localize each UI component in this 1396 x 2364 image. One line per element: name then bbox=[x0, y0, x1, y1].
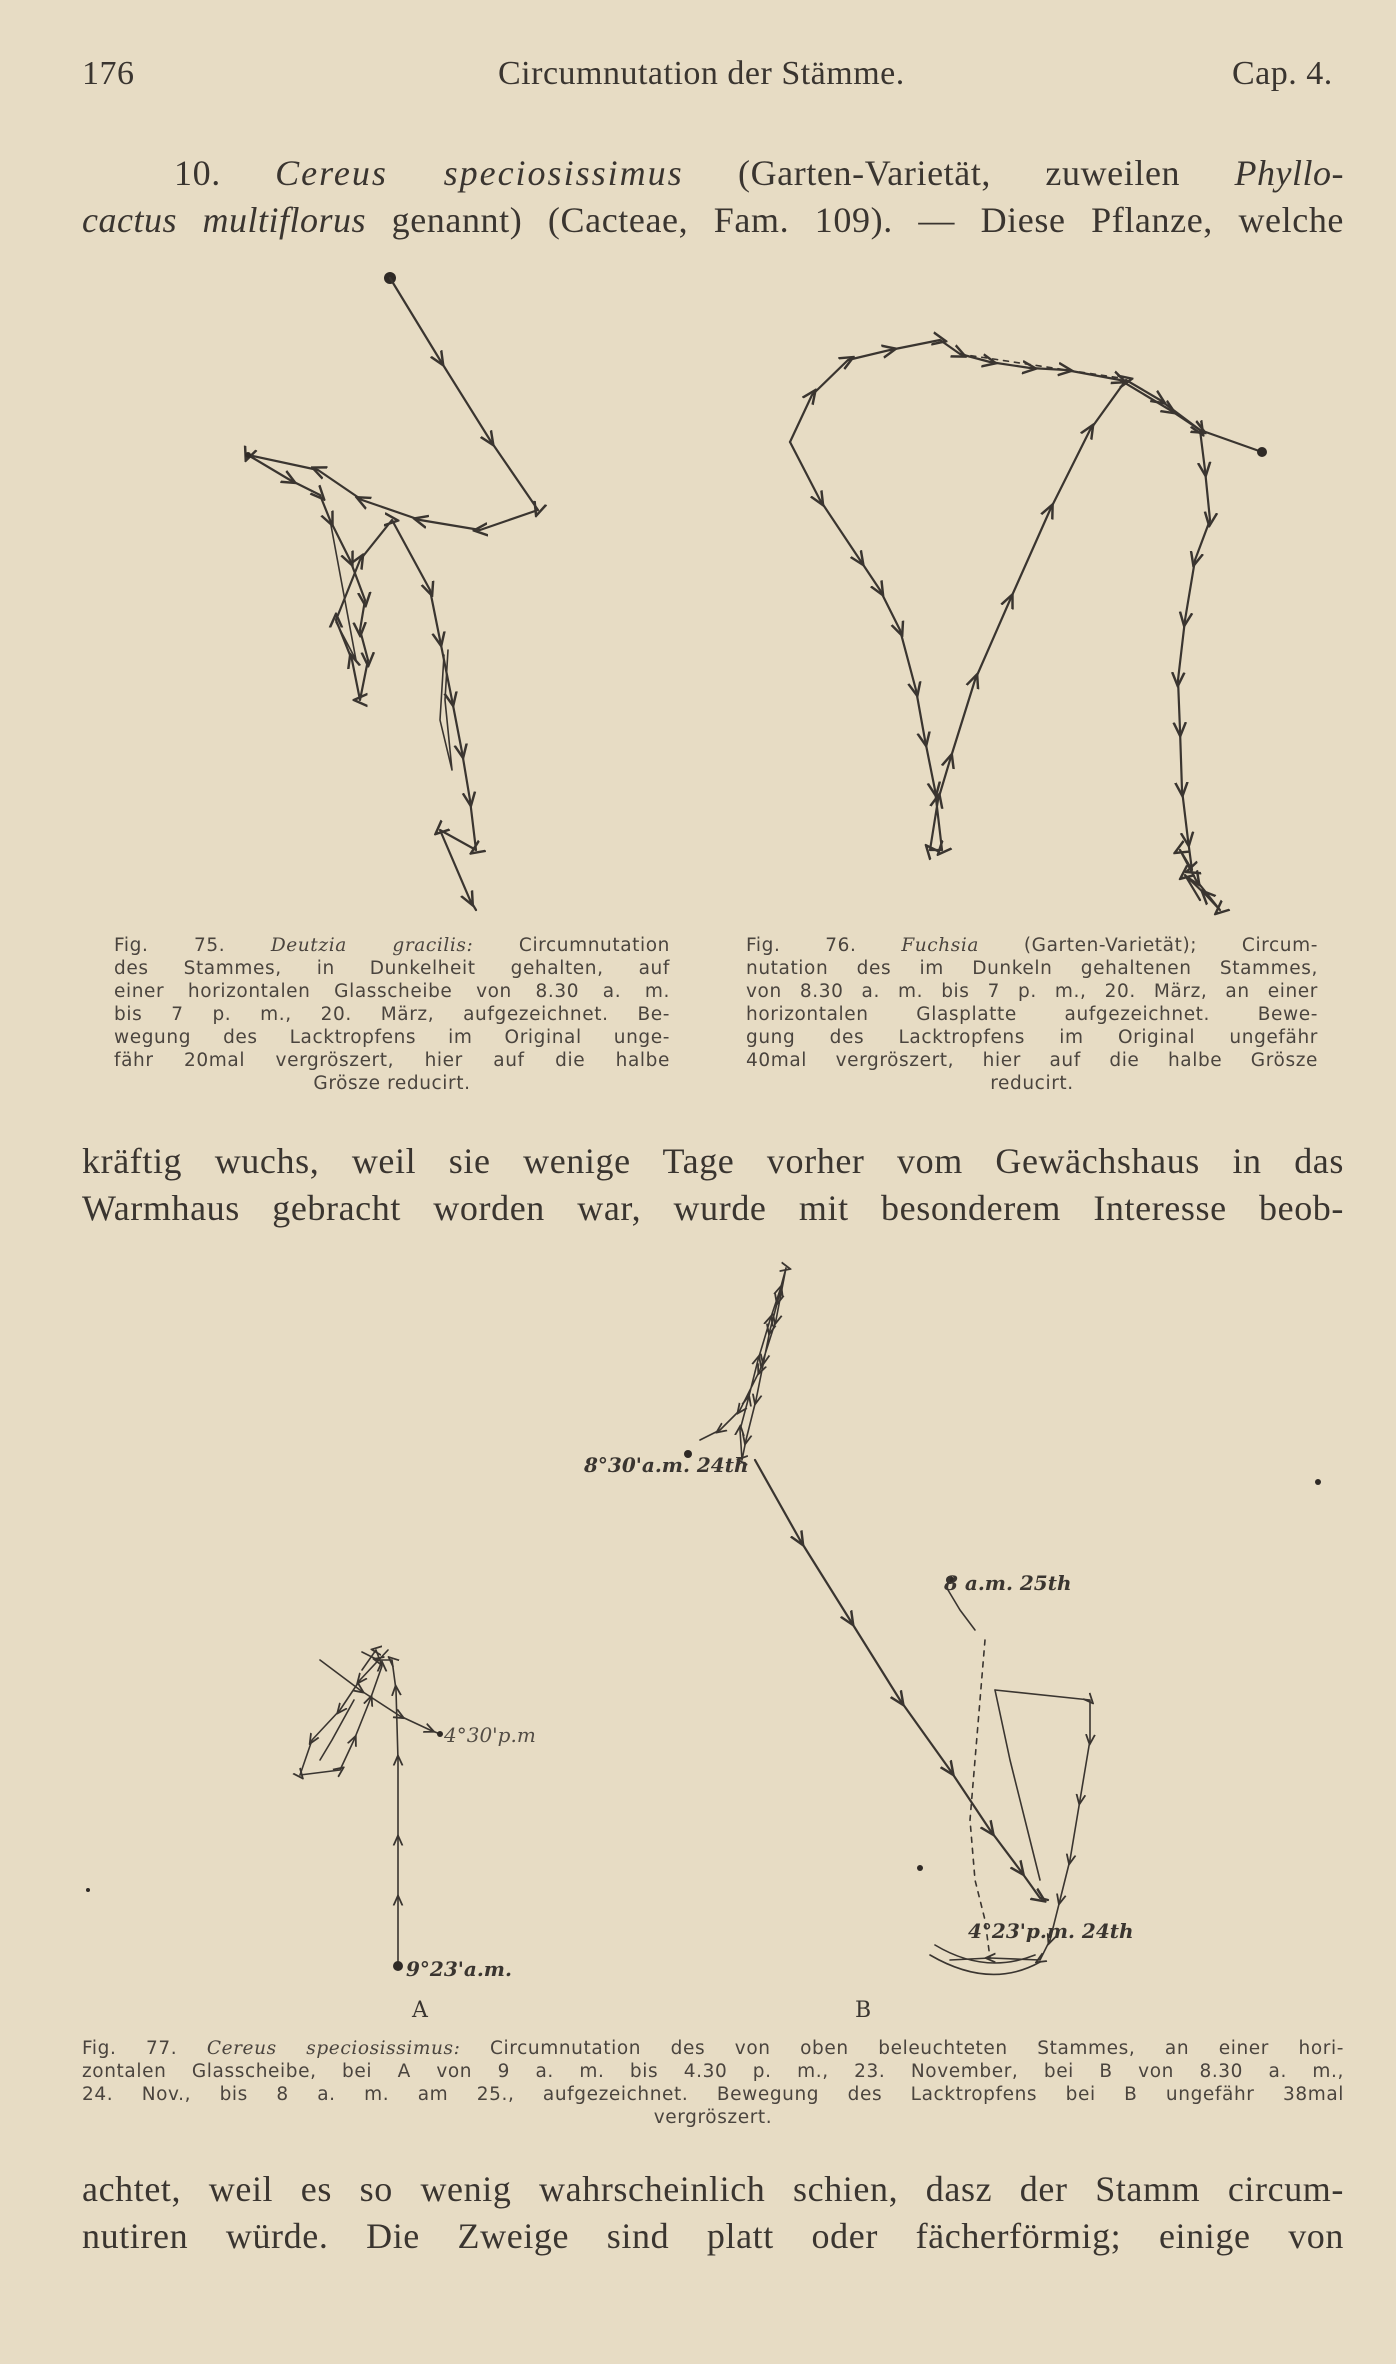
fig75-path bbox=[248, 278, 538, 910]
species-name: Cereus speciosissimus: bbox=[206, 2038, 461, 2059]
caption-text: Circumnutation bbox=[473, 935, 670, 956]
fig-number: Fig. 76. bbox=[746, 935, 902, 956]
caption-text: (Garten-Varietät); Circum- bbox=[979, 935, 1318, 956]
fig76-caption bbox=[746, 934, 1318, 1095]
fig77-b-upper bbox=[700, 1268, 786, 1460]
fig77-b-spot bbox=[917, 1865, 923, 1871]
running-title: Circumnutation der Stämme. bbox=[498, 55, 905, 92]
caption-line: wegung des Lacktropfens im Original unge- bbox=[114, 1027, 670, 1048]
fig75-caption bbox=[114, 934, 670, 1095]
caption-line: nutation des im Dunkeln gehaltenen Stammes, bbox=[746, 958, 1318, 979]
fig77-caption bbox=[82, 2037, 1344, 2129]
panel-label-b: B bbox=[855, 1998, 872, 2023]
page-number: 176 bbox=[82, 55, 135, 92]
text-line: achtet, weil es so wenig wahrscheinlich schien, dasz der Stamm circum- bbox=[82, 2169, 1344, 2209]
fig76-path-2 bbox=[790, 380, 1262, 850]
intro-text: genannt) (Cacteae, Fam. 109). — Diese Pflanze, welche bbox=[366, 200, 1344, 240]
fig77-b-dotted bbox=[970, 1640, 990, 1958]
fig-number: Fig. 77. bbox=[82, 2038, 207, 2059]
fig-number: Fig. 75. bbox=[114, 935, 271, 956]
caption-line: horizontalen Glasplatte aufgezeichnet. Bewe- bbox=[746, 1004, 1318, 1025]
fig77-b-trace bbox=[86, 1268, 1321, 1974]
caption-line: 40mal vergröszert, hier auf die halbe Grösze bbox=[746, 1050, 1318, 1071]
label-b-mid: 8 a.m. 25th bbox=[944, 1571, 1072, 1595]
fig77-a-vertical bbox=[362, 1652, 398, 1966]
fig77-a-start-dot bbox=[393, 1961, 403, 1971]
fig77-b-tick bbox=[948, 1590, 975, 1630]
caption-line: fähr 20mal vergröszert, hier auf die halbe bbox=[114, 1050, 670, 1071]
caption-line: 24. Nov., bis 8 a. m. am 25., aufgezeichnet. Bewegung des Lacktropfens bei B ungefähr 38mal bbox=[82, 2084, 1344, 2105]
fig76-path bbox=[790, 340, 1220, 910]
caption-line bbox=[746, 934, 1318, 957]
caption-line bbox=[82, 2037, 1344, 2060]
fig75-dot bbox=[245, 452, 251, 458]
fig77-b-diagonal bbox=[755, 1460, 1048, 1900]
middle-paragraph bbox=[82, 1138, 1344, 1232]
fig76-trace bbox=[790, 340, 1267, 910]
synonym-genus: Phyllo- bbox=[1234, 153, 1344, 193]
caption-text: Circumnutation des von oben beleuchteten Stammes, an einer hori- bbox=[460, 2038, 1344, 2059]
text-line: kräftig wuchs, weil sie wenige Tage vorher vom Gewächshaus in das bbox=[82, 1141, 1344, 1181]
text-line: Warmhaus gebracht worden war, wurde mit besonderem Interesse beob- bbox=[82, 1188, 1344, 1228]
fig76-end-dot bbox=[1257, 447, 1267, 457]
species-name: Cereus speciosissimus bbox=[275, 153, 684, 193]
fig76-dotted-segment bbox=[960, 354, 1120, 378]
caption-line: zontalen Glasscheibe, bei A von 9 a. m. bis 4.30 p. m., 23. November, bei B von 8.30 a. m., bbox=[82, 2061, 1344, 2082]
fig77-a-loop bbox=[300, 1650, 388, 1775]
intro-text: (Garten-Varietät, zuweilen bbox=[683, 153, 1235, 193]
fig77-b-right-2 bbox=[995, 1690, 1040, 1880]
text-line: nutiren würde. Die Zweige sind platt oder fächerförmig; einige von bbox=[82, 2216, 1344, 2256]
caption-line: reducirt. bbox=[990, 1073, 1074, 1094]
caption-line: von 8.30 a. m. bis 7 p. m., 20. März, an einer bbox=[746, 981, 1318, 1002]
caption-line: des Stammes, in Dunkelheit gehalten, auf bbox=[114, 958, 670, 979]
label-a-end: 4°30'p.m bbox=[444, 1723, 536, 1747]
closing-paragraph bbox=[82, 2166, 1344, 2260]
caption-line: vergröszert. bbox=[653, 2107, 773, 2128]
fig75-trace bbox=[245, 272, 538, 910]
fig77-a-trace bbox=[300, 1650, 443, 1971]
species-name: Deutzia gracilis: bbox=[270, 935, 474, 956]
label-b-start: 8°30'a.m. 24th bbox=[584, 1453, 749, 1477]
caption-line: einer horizontalen Glasscheibe von 8.30 a. m. bbox=[114, 981, 670, 1002]
caption-line: bis 7 p. m., 20. März, aufgezeichnet. Be- bbox=[114, 1004, 670, 1025]
fig77-spot-right bbox=[1315, 1479, 1321, 1485]
caption-line bbox=[114, 934, 670, 957]
chapter-label: Cap. 4. bbox=[1232, 55, 1333, 92]
fig77-a-end-dot bbox=[437, 1731, 443, 1737]
synonym-species: cactus multiflorus bbox=[82, 200, 366, 240]
caption-line: Grösze reducirt. bbox=[313, 1073, 471, 1094]
label-a-start: 9°23'a.m. bbox=[406, 1957, 512, 1981]
fig77-b-loop bbox=[930, 1945, 1040, 1974]
section-number: 10. bbox=[174, 153, 276, 193]
caption-line: gung des Lacktropfens im Original ungefähr bbox=[746, 1027, 1318, 1048]
fig77-spot-left bbox=[86, 1888, 90, 1892]
label-b-end: 4°23'p.m. 24th bbox=[968, 1919, 1134, 1943]
species-name: Fuchsia bbox=[901, 935, 980, 956]
panel-label-a: A bbox=[412, 1998, 428, 2023]
